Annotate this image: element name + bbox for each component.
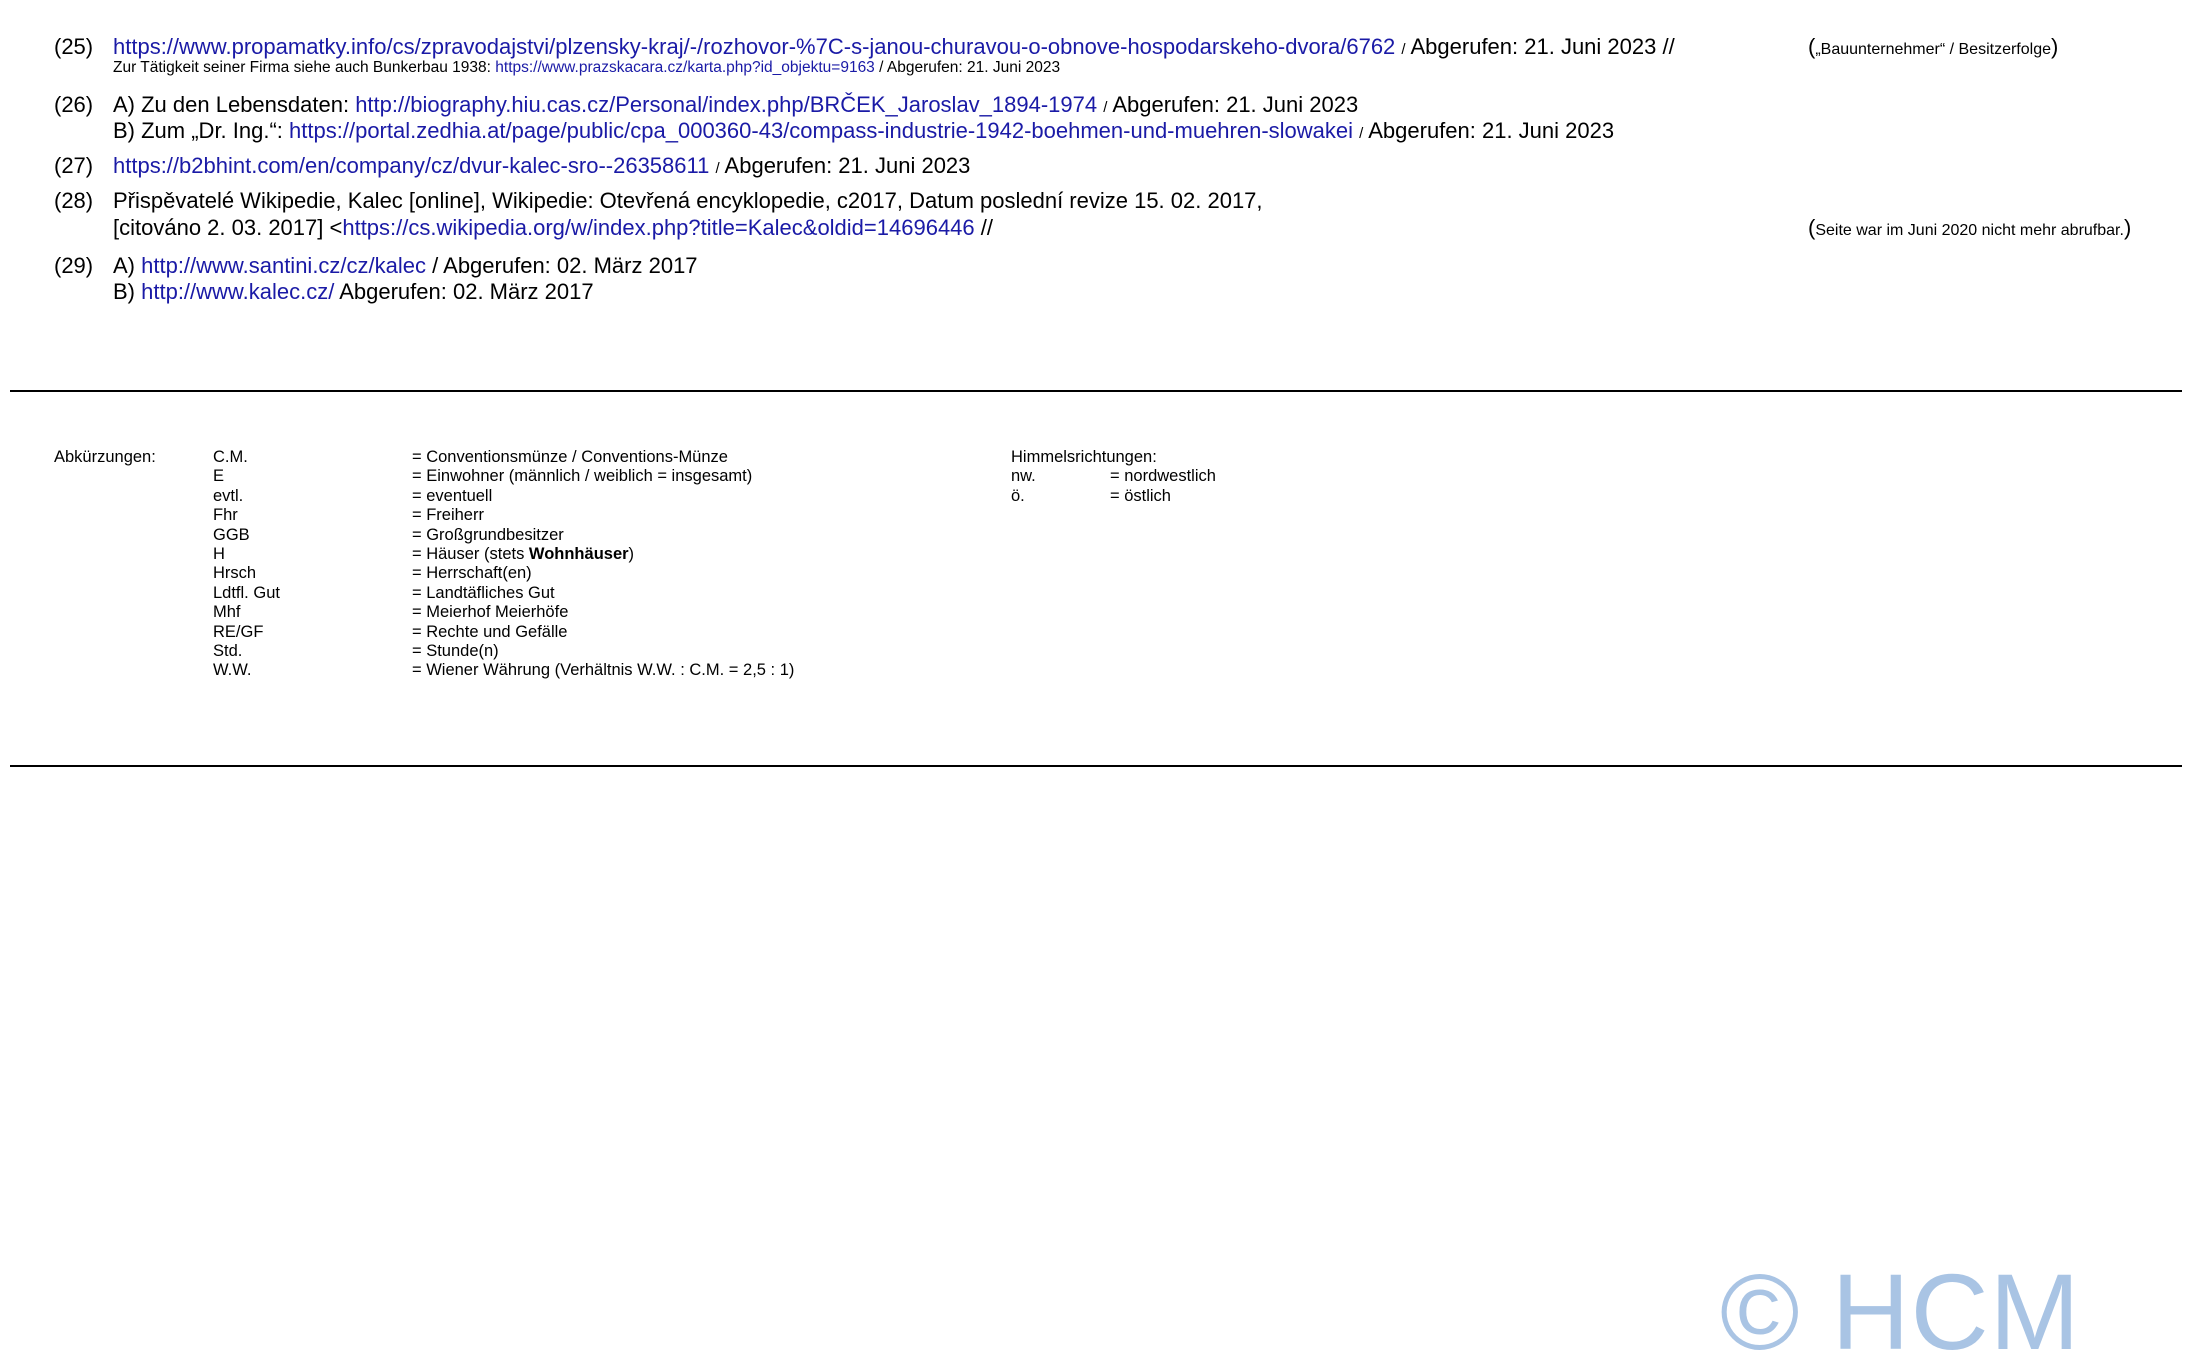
reference-citation: Přispěvatelé Wikipedie, Kalec [online], Wikipedie: Otevřená encyklopedie, c2017, Datum poslední revize 15. 02. 2017, bbox=[113, 188, 1263, 213]
abbreviation-key: H bbox=[213, 544, 225, 563]
abbreviation-key: Fhr bbox=[213, 506, 238, 525]
reference-link[interactable]: https://cs.wikipedia.org/w/index.php?title=Kalec&oldid=14696446 bbox=[342, 215, 975, 240]
abbreviation-key: Hrsch bbox=[213, 564, 257, 583]
retrieved-date: Abgerufen: 21. Juni 2023 // bbox=[1410, 34, 1675, 59]
abbreviation-value: = Großgrundbesitzer bbox=[412, 525, 564, 544]
side-note-text: „Bauunternehmer“ / Besitzerfolge bbox=[1815, 41, 2051, 58]
separator: / bbox=[715, 160, 720, 177]
direction-key: nw. bbox=[1011, 467, 1036, 486]
abbreviation-key: GGB bbox=[213, 525, 250, 544]
abbreviation-value: = eventuell bbox=[412, 486, 493, 505]
references-list bbox=[54, 34, 2164, 305]
retrieved-date: Abgerufen: 21. Juni 2023 bbox=[1368, 118, 1615, 143]
reference-prefix: A) Zu den Lebensdaten: bbox=[113, 92, 350, 117]
abbreviations-label: Abkürzungen: bbox=[54, 448, 156, 466]
reference-29 bbox=[54, 253, 2164, 305]
separator: / bbox=[1359, 125, 1364, 142]
retrieved-date: / Abgerufen: 02. März 2017 bbox=[432, 253, 698, 278]
abbreviation-key: RE/GF bbox=[213, 622, 264, 641]
abbreviation-key: Mhf bbox=[213, 603, 241, 622]
reference-number: (28) bbox=[54, 188, 94, 213]
reference-prefix: B) bbox=[113, 279, 135, 304]
reference-link[interactable]: https://portal.zedhia.at/page/public/cpa_000360-43/compass-industrie-1942-boehmen-und-muehren-slowakei bbox=[289, 118, 1354, 143]
direction-value: = nordwestlich bbox=[1110, 467, 1216, 486]
reference-28 bbox=[54, 188, 2164, 242]
reference-suffix: // bbox=[974, 215, 993, 240]
reference-25 bbox=[54, 34, 2164, 88]
abbreviation-value: = Meierhof Meierhöfe bbox=[412, 603, 569, 622]
abbreviation-value: = Freiherr bbox=[412, 506, 484, 525]
abbreviation-value: = Rechte und Gefälle bbox=[412, 622, 568, 641]
separator: / bbox=[1401, 41, 1406, 58]
reference-26 bbox=[54, 92, 2164, 144]
reference-link[interactable]: http://biography.hiu.cas.cz/Personal/index.php/BRČEK_Jaroslav_1894-1974 bbox=[355, 92, 1098, 117]
abbreviation-value-text: ) bbox=[628, 544, 635, 563]
reference-prefix: [citováno 2. 03. 2017] < bbox=[113, 215, 343, 240]
reference-link[interactable]: http://www.kalec.cz/ bbox=[141, 279, 335, 304]
side-note-text: Seite war im Juni 2020 nicht mehr abrufbar. bbox=[1815, 222, 2124, 239]
reference-link[interactable]: https://www.prazskacara.cz/karta.php?id_objektu=9163 bbox=[495, 59, 875, 76]
retrieved-date: Abgerufen: 21. Juni 2023 bbox=[886, 59, 1061, 76]
reference-link[interactable]: https://www.propamatky.info/cs/zpravodajstvi/plzensky-kraj/-/rozhovor-%7C-s-janou-churavou-o-obnove-hospodarskeho-dvora/6762 bbox=[113, 34, 1396, 59]
directions-label: Himmelsrichtungen: bbox=[1011, 448, 1157, 466]
divider-bottom bbox=[10, 765, 2182, 767]
abbreviation-key: Ldtfl. Gut bbox=[213, 583, 280, 602]
direction-key: ö. bbox=[1011, 486, 1025, 505]
reference-prefix: B) Zum „Dr. Ing.“: bbox=[113, 118, 283, 143]
reference-link[interactable]: https://b2bhint.com/en/company/cz/dvur-kalec-sro--26358611 bbox=[113, 153, 710, 178]
abbreviation-value: = Conventionsmünze / Conventions-Münze bbox=[412, 448, 728, 466]
retrieved-date: Abgerufen: 21. Juni 2023 bbox=[1112, 92, 1359, 117]
abbreviation-value: = Stunde(n) bbox=[412, 641, 499, 660]
reference-note-text: Zur Tätigkeit seiner Firma siehe auch Bunkerbau 1938: bbox=[113, 59, 491, 76]
abbreviation-value-text: = Häuser (stets bbox=[412, 544, 529, 563]
abbreviation-value: = Herrschaft(en) bbox=[412, 564, 532, 583]
reference-prefix: A) bbox=[113, 253, 135, 278]
abbreviation-key: evtl. bbox=[213, 486, 244, 505]
abbreviation-value: = Wiener Währung (Verhältnis W.W. : C.M. = 2,5 : 1) bbox=[412, 661, 795, 680]
copyright-watermark: © HCM bbox=[1720, 1251, 2081, 1372]
divider-top bbox=[10, 390, 2182, 392]
separator: / bbox=[1103, 99, 1108, 116]
reference-number: (26) bbox=[54, 92, 94, 117]
abbreviation-value bbox=[412, 545, 634, 564]
abbreviation-key: W.W. bbox=[213, 661, 252, 680]
reference-number: (29) bbox=[54, 253, 94, 278]
abbreviation-key: E bbox=[213, 467, 225, 486]
directions-block bbox=[1011, 448, 1311, 506]
reference-number: (27) bbox=[54, 153, 94, 178]
abbreviation-key: C.M. bbox=[213, 448, 248, 466]
side-note: (Seite war im Juni 2020 nicht mehr abrufbar.) bbox=[1808, 215, 2132, 240]
retrieved-date: Abgerufen: 21. Juni 2023 bbox=[724, 153, 971, 178]
abbreviation-value-bold: Wohnhäuser bbox=[528, 544, 629, 563]
abbreviation-value: = Einwohner (männlich / weiblich = insgesamt) bbox=[412, 467, 753, 486]
separator: / bbox=[879, 59, 884, 76]
side-note: („Bauunternehmer“ / Besitzerfolge) bbox=[1808, 34, 2059, 59]
abbreviation-key: Std. bbox=[213, 641, 243, 660]
reference-number: (25) bbox=[54, 34, 94, 59]
direction-value: = östlich bbox=[1110, 486, 1171, 505]
reference-27 bbox=[54, 153, 2164, 179]
reference-link[interactable]: http://www.santini.cz/cz/kalec bbox=[141, 253, 427, 278]
retrieved-date: Abgerufen: 02. März 2017 bbox=[339, 279, 594, 304]
abbreviation-value: = Landtäfliches Gut bbox=[412, 583, 555, 602]
